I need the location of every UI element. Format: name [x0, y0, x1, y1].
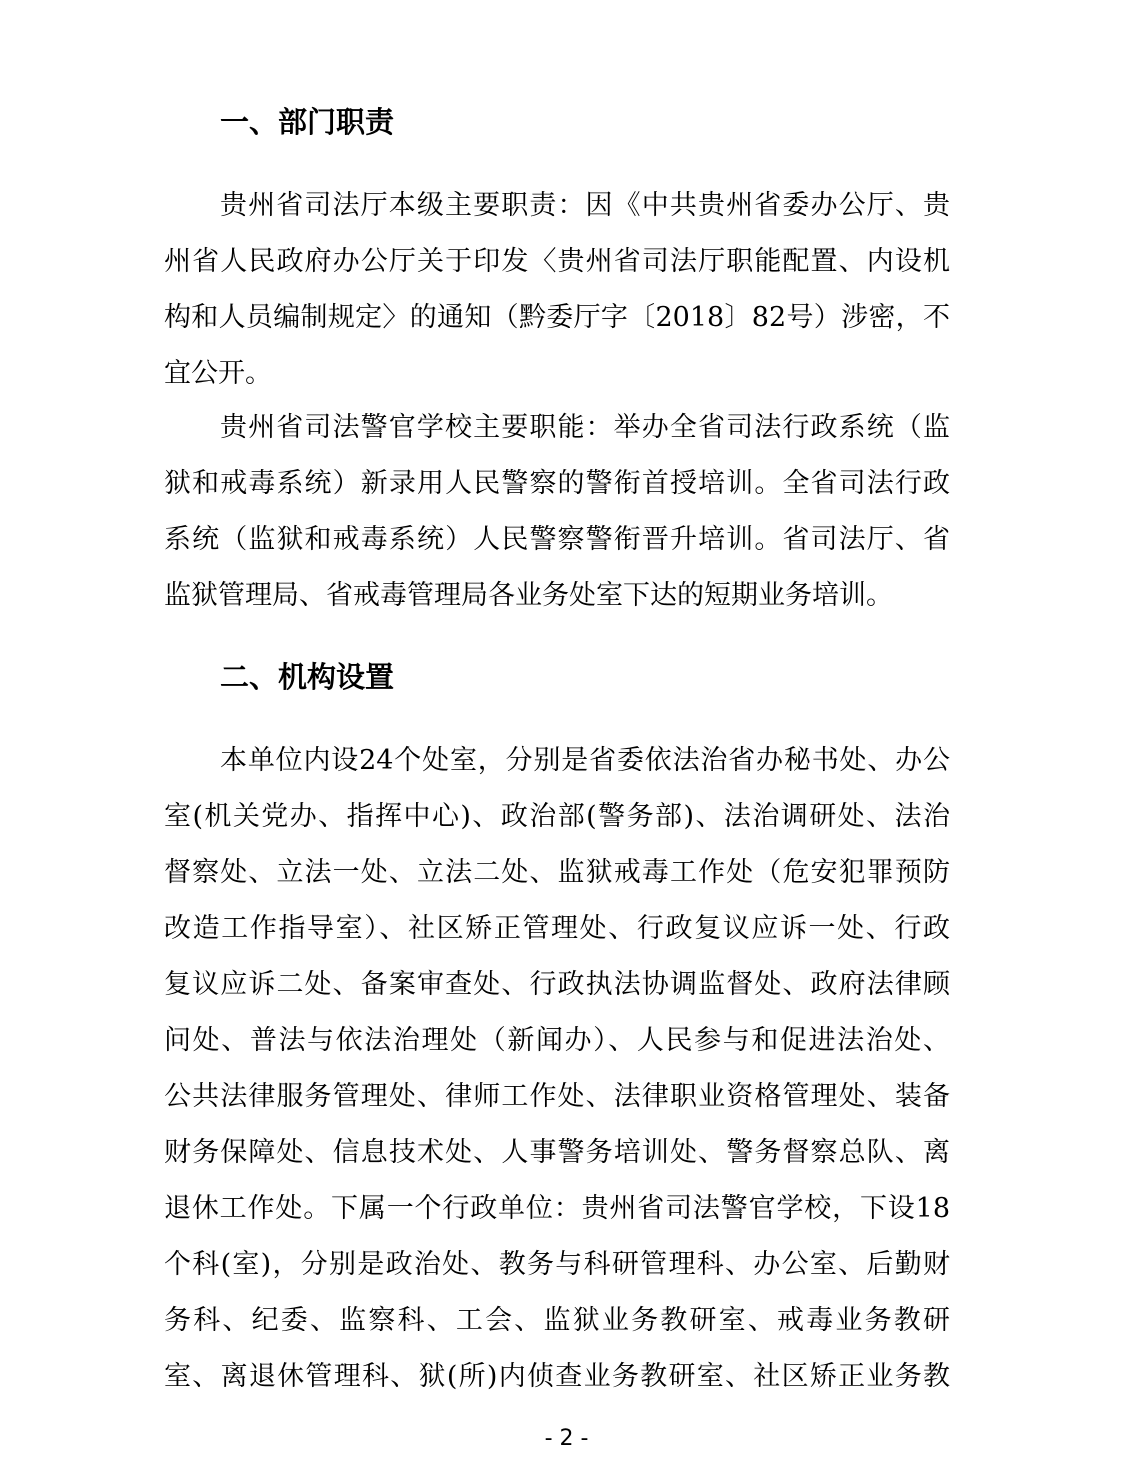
- text-line: 贵州省司法厅本级主要职责：因《中共贵州省委办公厅、贵: [220, 190, 950, 221]
- text-line: 本单位内设24个处室，分别是省委依法治省办秘书处、办公: [220, 745, 950, 776]
- section-heading-organization: 二、机构设置: [220, 660, 395, 694]
- paragraph-organization: [164, 733, 964, 1405]
- text-line: 问处、普法与依法治理处（新闻办）、人民参与和促进法治处、: [164, 1025, 950, 1056]
- text-line: 室(机关党办、指挥中心)、政治部(警务部)、法治调研处、法治: [164, 801, 950, 832]
- text-line: 财务保障处、信息技术处、人事警务培训处、警务督察总队、离: [164, 1137, 950, 1168]
- text-line: 贵州省司法警官学校主要职能：举办全省司法行政系统（监: [220, 412, 950, 443]
- text-line: 个科(室)，分别是政治处、教务与科研管理科、办公室、后勤财: [164, 1249, 950, 1280]
- text-line: 狱和戒毒系统）新录用人民警察的警衔首授培训。全省司法行政: [164, 468, 950, 499]
- text-line: 退休工作处。下属一个行政单位：贵州省司法警官学校，下设18: [164, 1193, 950, 1224]
- text-line: 改造工作指导室）、社区矫正管理处、行政复议应诉一处、行政: [164, 913, 950, 944]
- text-line: 室、离退休管理科、狱(所)内侦查业务教研室、社区矫正业务教: [164, 1361, 950, 1392]
- text-line: 复议应诉二处、备案审查处、行政执法协调监督处、政府法律顾: [164, 969, 950, 1000]
- text-line: 务科、纪委、监察科、工会、监狱业务教研室、戒毒业务教研: [164, 1305, 950, 1336]
- text-line: 州省人民政府办公厅关于印发〈贵州省司法厅职能配置、内设机: [164, 246, 950, 277]
- section-heading-duties: 一、部门职责: [220, 105, 395, 139]
- paragraph-duties-school: [164, 400, 964, 624]
- text-line: 督察处、立法一处、立法二处、监狱戒毒工作处（危安犯罪预防: [164, 857, 950, 888]
- text-line: 构和人员编制规定〉的通知（黔委厅字〔2018〕82号）涉密，不: [164, 302, 950, 333]
- paragraph-duties-main: [164, 178, 964, 402]
- text-line: 公共法律服务管理处、律师工作处、法律职业资格管理处、装备: [164, 1081, 950, 1112]
- text-line: 监狱管理局、省戒毒管理局各业务处室下达的短期业务培训。: [164, 580, 893, 611]
- text-line: 宜公开。: [164, 358, 272, 389]
- page-number: - 2 -: [544, 1426, 589, 1451]
- text-line: 系统（监狱和戒毒系统）人民警察警衔晋升培训。省司法厅、省: [164, 524, 950, 555]
